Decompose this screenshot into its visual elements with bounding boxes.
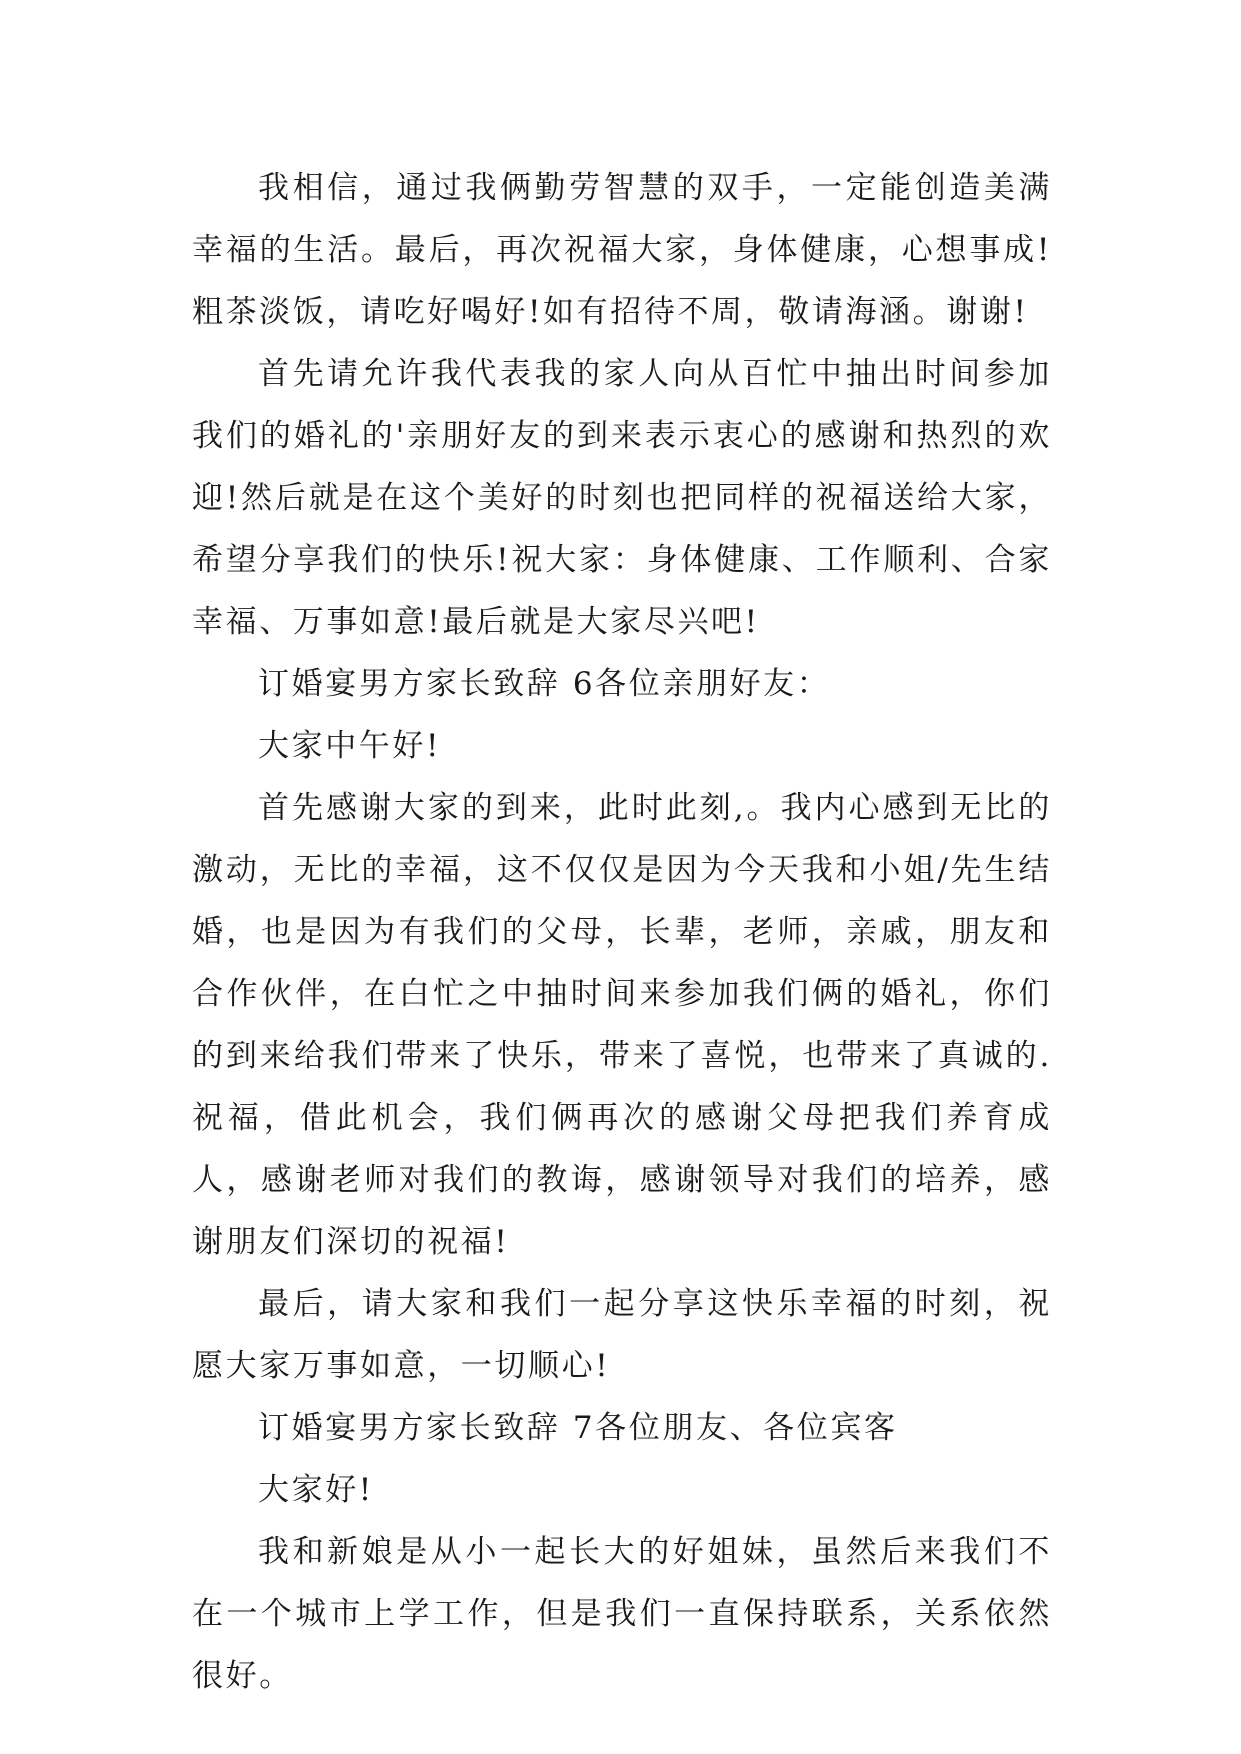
speech-heading-7: 订婚宴男方家长致辞 7各位朋友、各位宾客 [258, 1410, 898, 1446]
paragraph-final-wishes: 最后，请大家和我们一起分享这快乐幸福的时刻，祝愿大家万事如意，一切顺心! [192, 1286, 1052, 1384]
greeting-hello: 大家好! [258, 1472, 374, 1508]
speech-heading-6: 订婚宴男方家长致辞 6各位亲朋好友： [258, 666, 831, 702]
paragraph-bride-friend: 我和新娘是从小一起长大的好姐妹，虽然后来我们不在一个城市上学工作，但是我们一直保持联系，关系依然很好。 [192, 1534, 1052, 1694]
document-body [192, 157, 1052, 1707]
paragraph-closing-blessing: 我相信，通过我俩勤劳智慧的双手，一定能创造美满幸福的生活。最后，再次祝福大家，身体健康，心想事成!粗茶淡饭，请吃好喝好!如有招待不周，敬请海涵。谢谢! [192, 170, 1052, 330]
paragraph-gratitude: 首先感谢大家的到来，此时此刻,。我内心感到无比的激动，无比的幸福，这不仅仅是因为今天我和小姐/先生结婚，也是因为有我们的父母，长辈，老师，亲戚，朋友和合作伙伴，在白忙之中抽时间来参加我们俩的婚礼，你们的到来给我们带来了快乐，带来了喜悦，也带来了真诚的.祝福，借此机会，我们俩再次的感谢父母把我们养育成人，感谢老师对我们的教诲，感谢领导对我们的培养，感谢朋友们深切的祝福! [192, 790, 1052, 1260]
paragraph-welcome-thanks: 首先请允许我代表我的家人向从百忙中抽出时间参加我们的婚礼的'亲朋好友的到来表示衷心的感谢和热烈的欢迎!然后就是在这个美好的时刻也把同样的祝福送给大家，希望分享我们的快乐!祝大家：身体健康、工作顺利、合家幸福、万事如意!最后就是大家尽兴吧! [192, 356, 1052, 640]
greeting-noon: 大家中午好! [258, 728, 442, 764]
